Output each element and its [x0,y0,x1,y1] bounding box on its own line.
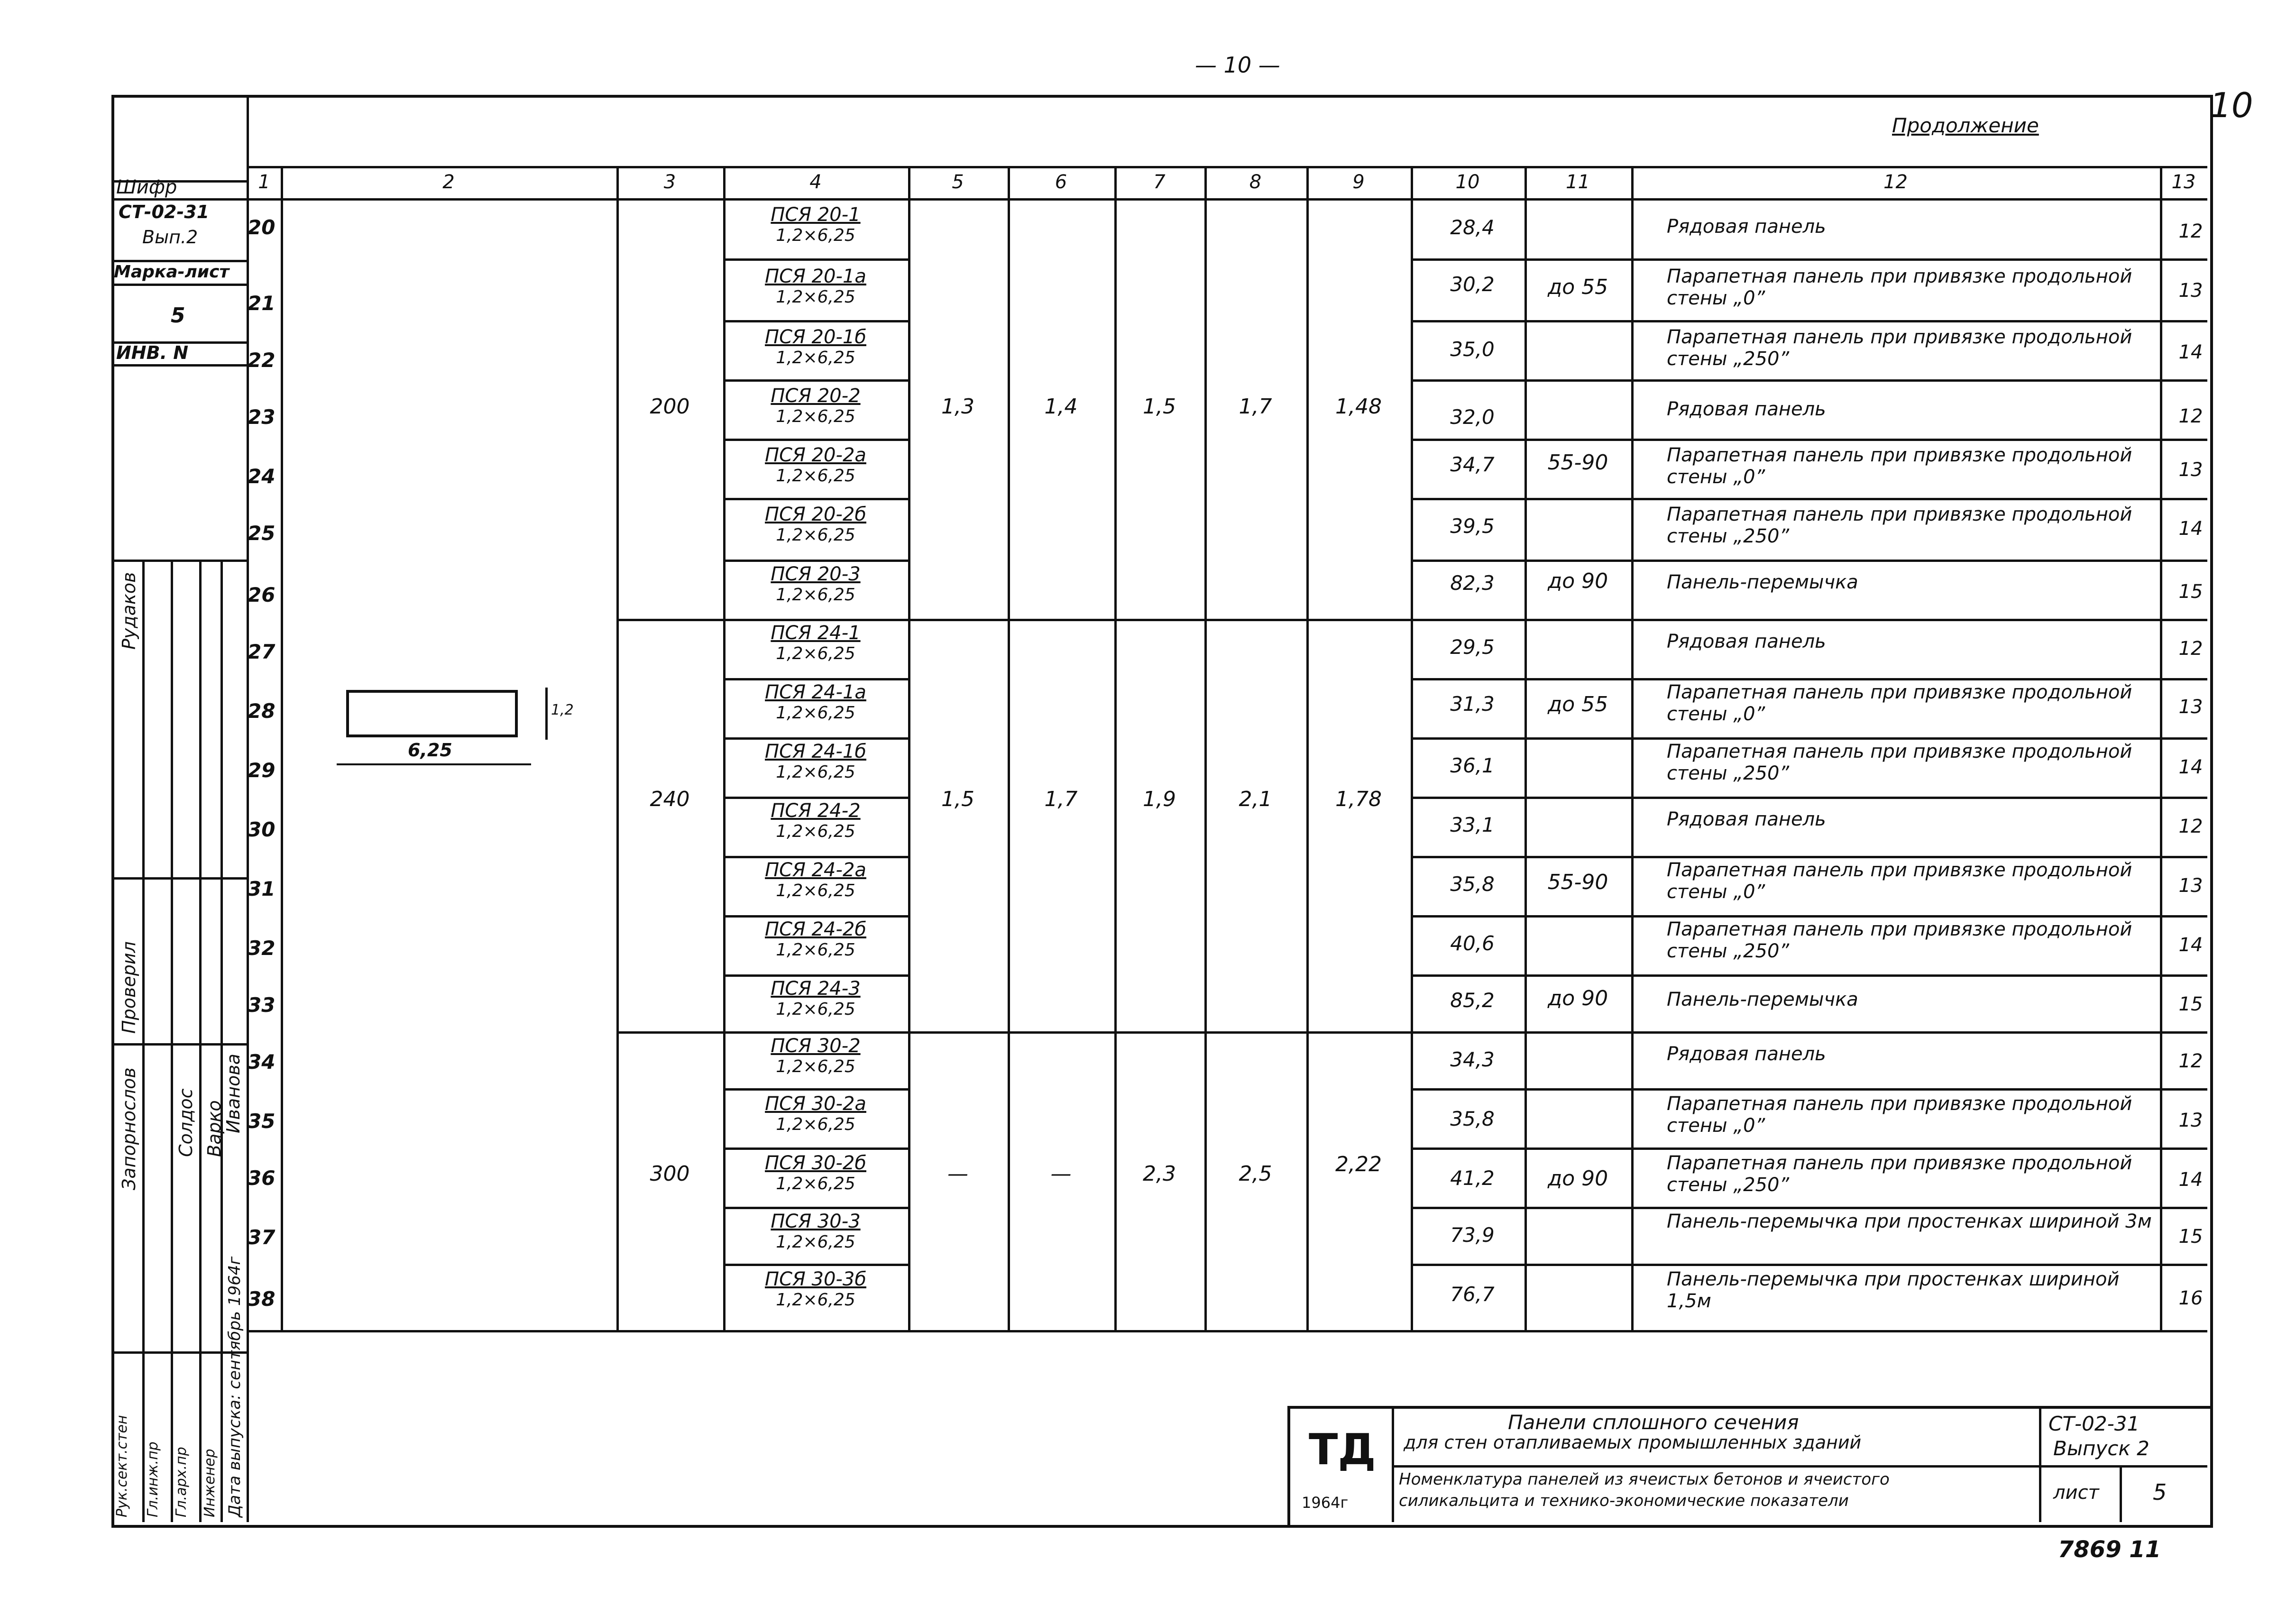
reference: 14 [2178,518,2203,540]
description: Панель-перемычка [1667,989,1858,1010]
weight: 34,3 [1450,1048,1495,1071]
value-col5: 1,5 [941,787,974,811]
range: до 90 [1547,986,1608,1010]
range: 55-90 [1547,870,1608,894]
panel-mark: ПСЯ 30-2б 1,2×6,25 [765,1152,866,1193]
description: Парапетная панель при привязке продольной стены „0” [1667,444,2132,488]
weight: 35,8 [1450,872,1495,896]
value-col6: — [1050,1162,1072,1186]
value-col8: 2,1 [1239,787,1272,811]
weight: 33,1 [1450,813,1495,836]
description: Парапетная панель при привязке продольной стены „0” [1667,681,2132,725]
weight: 40,6 [1450,932,1495,955]
panel-mark: ПСЯ 30-2а 1,2×6,25 [765,1093,866,1134]
weight: 31,3 [1450,692,1495,716]
sheet-label: лист [2053,1482,2099,1504]
issue-number: Выпуск 2 [2053,1437,2149,1460]
thickness: 300 [650,1162,690,1186]
signature-rudakov: Рудаков [119,572,139,650]
cipher-issue: Вып.2 [142,227,198,248]
weight: 34,7 [1450,453,1495,476]
range: до 90 [1547,569,1608,593]
weight: 32,0 [1450,405,1495,429]
row-number: 35 [248,1110,276,1133]
description: Рядовая панель [1667,808,1826,830]
reference: 13 [2178,875,2203,897]
sketch-height: 1,2 [551,702,574,718]
title-line-2: для стен отапливаемых промышленных зданий [1404,1432,1862,1453]
row-number: 23 [248,405,276,429]
col-header-10: 10 [1455,171,1480,193]
panel-mark: ПСЯ 20-3 1,2×6,25 [771,563,861,605]
value-col9: 1,78 [1335,787,1382,811]
weight: 82,3 [1450,571,1495,595]
row-number: 26 [248,583,276,606]
description: Парапетная панель при привязке продольной стены „250” [1667,918,2132,962]
issue-date: Дата выпуска: сентябрь 1964г [225,1256,244,1517]
description: Парапетная панель при привязке продольной стены „250” [1667,741,2132,784]
sheet-number: 5 [2153,1479,2167,1505]
thickness: 240 [650,787,690,811]
footer-number: 7869 11 [2058,1536,2161,1563]
cipher-value: СТ-02-31 [119,202,210,222]
panel-mark: ПСЯ 24-2б 1,2×6,25 [765,918,866,960]
col-header-6: 6 [1055,171,1067,193]
panel-mark: ПСЯ 20-1б 1,2×6,25 [765,326,866,367]
cipher-label: Шифр [116,176,177,198]
panel-mark: ПСЯ 24-1 1,2×6,25 [771,622,861,663]
value-col5: — [947,1162,968,1186]
row-number: 22 [248,349,276,372]
panel-mark: ПСЯ 30-3 1,2×6,25 [771,1211,861,1252]
weight: 35,8 [1450,1107,1495,1130]
subtitle-line-2: силикальцита и технико-экономические показатели [1399,1491,1849,1510]
reference: 13 [2178,1110,2203,1131]
weight: 29,5 [1450,635,1495,659]
value-col6: 1,4 [1044,395,1078,419]
sheet-mark-label: Марка-лист [114,262,230,282]
inventory-label: ИНВ. N [116,342,189,363]
value-col7: 1,5 [1143,395,1176,419]
row-number: 38 [248,1287,276,1311]
thickness: 200 [650,395,690,419]
panel-mark: ПСЯ 20-2а 1,2×6,25 [765,444,866,486]
weight: 36,1 [1450,754,1495,777]
role-engineer: Инженер [202,1449,218,1517]
description: Парапетная панель при привязке продольной стены „0” [1667,859,2132,903]
panel-mark: ПСЯ 24-2 1,2×6,25 [771,800,861,841]
range: 55-90 [1547,450,1608,475]
value-col7: 2,3 [1143,1162,1176,1186]
description: Рядовая панель [1667,1043,1826,1065]
panel-mark: ПСЯ 24-1б 1,2×6,25 [765,741,866,782]
description: Парапетная панель при привязке продольной стены „250” [1667,326,2132,370]
weight: 73,9 [1450,1223,1495,1247]
checked-label: Проверил [119,941,139,1034]
panel-mark: ПСЯ 24-3 1,2×6,25 [771,978,861,1019]
row-number: 36 [248,1166,276,1190]
panel-mark: ПСЯ 20-2б 1,2×6,25 [765,504,866,545]
col-header-9: 9 [1352,171,1365,193]
description: Панель-перемычка при простенках шириной 3м [1667,1211,2152,1232]
col-header-1: 1 [258,171,270,193]
reference: 12 [2178,1050,2203,1072]
row-number: 32 [248,936,276,960]
weight: 41,2 [1450,1166,1495,1190]
value-col8: 2,5 [1239,1162,1272,1186]
description: Панель-перемычка при простенках шириной 1,5м [1667,1268,2120,1312]
continuation-label: Продолжение [1892,114,2039,137]
description: Панель-перемычка [1667,571,1858,593]
row-number: 27 [248,640,276,663]
col-header-2: 2 [442,171,455,193]
description: Рядовая панель [1667,631,1826,652]
reference: 15 [2178,993,2203,1015]
row-number: 24 [248,465,276,488]
panel-mark: ПСЯ 20-1 1,2×6,25 [771,204,861,245]
value-col5: 1,3 [941,395,974,419]
reference: 14 [2178,756,2203,778]
reference: 15 [2178,1226,2203,1248]
description: Парапетная панель при привязке продольной стены „0” [1667,1093,2132,1137]
reference: 15 [2178,581,2203,603]
row-number: 21 [248,292,276,315]
subtitle-line-1: Номенклатура панелей из ячеистых бетонов и ячеистого [1399,1470,1890,1489]
row-number: 29 [248,759,276,782]
row-number: 20 [248,216,276,239]
col-header-3: 3 [663,171,676,193]
value-col9: 2,22 [1335,1152,1382,1176]
value-col7: 1,9 [1143,787,1176,811]
row-number: 34 [248,1050,276,1074]
panel-mark: ПСЯ 20-1а 1,2×6,25 [765,266,866,307]
reference: 13 [2178,280,2203,302]
document-code: СТ-02-31 [2048,1412,2140,1435]
reference: 12 [2178,816,2203,837]
reference: 14 [2178,934,2203,956]
sketch-length: 6,25 [408,740,452,761]
description: Рядовая панель [1667,398,1826,420]
role-chief-architect: Гл.арх.пр [173,1447,190,1517]
reference: 14 [2178,1169,2203,1191]
reference: 14 [2178,341,2203,363]
col-header-7: 7 [1153,171,1166,193]
weight: 39,5 [1450,514,1495,538]
signature-soldos: Солдос [175,1088,196,1157]
reference: 12 [2178,220,2203,242]
col-header-11: 11 [1566,171,1590,193]
row-number: 33 [248,993,276,1017]
weight: 76,7 [1450,1283,1495,1306]
weight: 28,4 [1450,216,1495,239]
title-line-1: Панели сплошного сечения [1508,1411,1799,1434]
col-header-4: 4 [809,171,822,193]
description: Парапетная панель при привязке продольной стены „250” [1667,504,2132,547]
reference: 12 [2178,405,2203,427]
sheet-mark-value: 5 [171,303,185,328]
td-logo: ТД [1309,1425,1376,1475]
row-number: 31 [248,877,276,900]
reference: 16 [2178,1287,2203,1309]
col-header-13: 13 [2171,171,2196,193]
panel-mark: ПСЯ 24-1а 1,2×6,25 [765,681,866,723]
panel-mark: ПСЯ 20-2 1,2×6,25 [771,385,861,426]
panel-mark: ПСЯ 30-3б 1,2×6,25 [765,1268,866,1310]
page-header: — 10 — [1195,52,1280,78]
weight: 85,2 [1450,989,1495,1012]
logo-year: 1964г [1302,1494,1349,1512]
corner-mark: 10 [2210,85,2253,125]
row-number: 25 [248,522,276,545]
signature-varko: Варко [204,1100,225,1157]
col-header-8: 8 [1249,171,1262,193]
row-number: 30 [248,818,276,841]
panel-mark: ПСЯ 24-2а 1,2×6,25 [765,859,866,900]
row-number: 28 [248,699,276,723]
range: до 90 [1547,1166,1608,1191]
signature-zapornoslov: Запорнослов [119,1067,139,1190]
role-head: Рук.сект.стен [114,1415,130,1517]
role-chief-engineer: Гл.инж.пр [145,1441,161,1517]
value-col9: 1,48 [1335,395,1382,419]
description: Парапетная панель при привязке продольной стены „250” [1667,1152,2132,1196]
signature-ivanova: Иванова [223,1054,244,1133]
col-header-5: 5 [952,171,964,193]
row-number: 37 [248,1226,276,1249]
reference: 13 [2178,459,2203,481]
reference: 13 [2178,696,2203,718]
range: до 55 [1547,275,1608,299]
weight: 30,2 [1450,273,1495,296]
panel-mark: ПСЯ 30-2 1,2×6,25 [771,1035,861,1076]
value-col8: 1,7 [1239,395,1272,419]
description: Парапетная панель при привязке продольной стены „0” [1667,266,2132,309]
reference: 12 [2178,638,2203,660]
range: до 55 [1547,692,1608,716]
col-header-12: 12 [1883,171,1908,193]
description: Рядовая панель [1667,216,1826,238]
weight: 35,0 [1450,338,1495,361]
value-col6: 1,7 [1044,787,1078,811]
